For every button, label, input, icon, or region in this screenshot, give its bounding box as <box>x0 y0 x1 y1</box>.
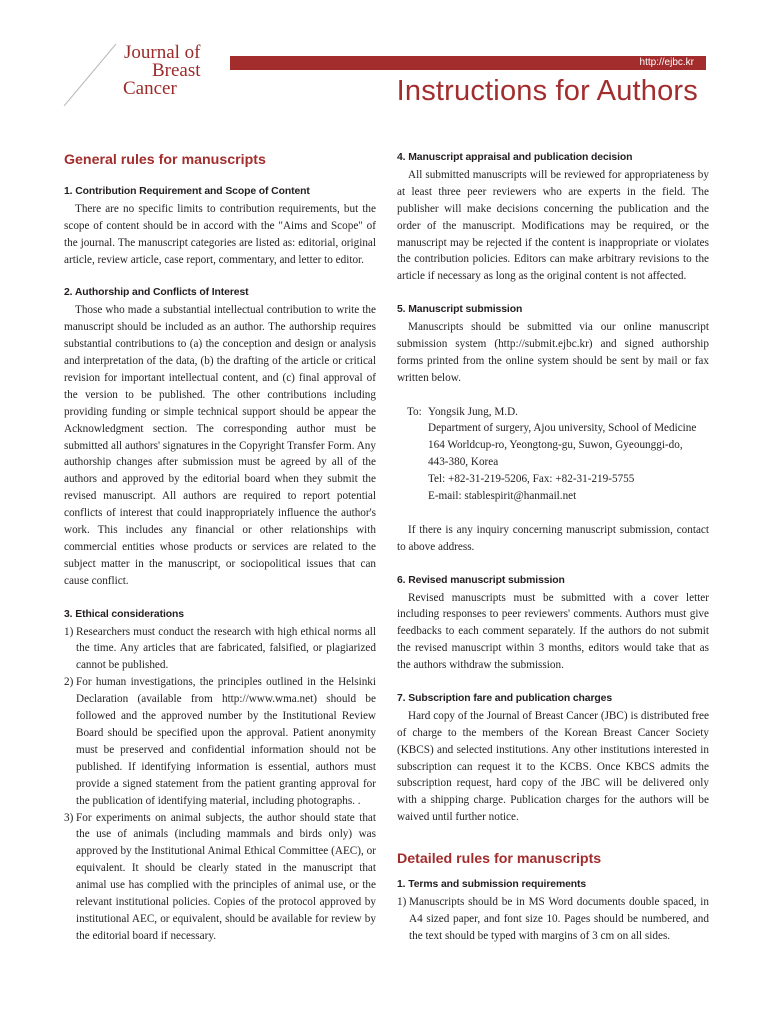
list-item-text: Researchers must conduct the research with high ethical norms all the time. Any articles that are fabricated, falsified, or plagiarized cannot be published. <box>76 625 376 672</box>
address-line: 164 Worldcup-ro, Yeongtong-gu, Suwon, Gyeounggi-do, <box>428 439 683 452</box>
section-2-title: 2. Authorship and Conflicts of Interest <box>64 287 249 299</box>
logo-line-1: Journal of <box>124 42 201 63</box>
address-name: Yongsik Jung, M.D. <box>428 405 518 418</box>
address-line: Department of surgery, Ajou university, School of Medicine <box>428 422 697 435</box>
page-title: Instructions for Authors <box>396 75 698 107</box>
section-5-inquiry: If there is any inquiry concerning manuscript submission, contact to above address. <box>397 523 709 553</box>
detailed-rules-heading: Detailed rules for manuscripts <box>397 851 602 868</box>
left-column <box>64 150 376 945</box>
section-4-title: 4. Manuscript appraisal and publication decision <box>397 152 633 163</box>
list-item <box>64 810 376 945</box>
section-4-paragraph: All submitted manuscripts will be reviewed for appropriateness by at least three peer reviewers who are experts in the field. The publisher will make decisions concerning the publication and the order of the manuscript. Modifications may be required, or the manuscript may be rejected if the content is inappropriate or violates the contribution policies. Editors can make arbitrary revisions to the article if necessary as long as the original content is not affected. <box>397 168 709 283</box>
section-2-paragraph: Those who made a substantial intellectual contribution to write the manuscript should be included as an author. The authorship requires substantial contributions to (a) the conception and design or analysis and interpretation of the data, (b) the drafting of the article or critical revision for important intellectual content, and (c) final approval of the version to be published. The other contributions including providing funding or simple technical support should be appear the Acknowledgment section. The corresponding author must be submitted all authors' signatures in the Copyright Transfer Form. Any authorship changes after submission must be agreed by all of the authors and approved by the editorial board when they submit the revised manuscript. All authors are required to report potential conflicts of interest that could inappropriately influence the author's work. This includes any financial or other relationships with commercial entities whose products or services are related to the subject matter in the manuscript, or sociopolitical issues that can cause conflict. <box>64 304 376 587</box>
general-rules-heading: General rules for manuscripts <box>64 152 266 168</box>
section-1-paragraph: There are no specific limits to contribution requirements, but the scope of content should be in accord with the "Aims and Scope" of the journal. The manuscript categories are listed as: editorial, original article, review article, case report, commentary, and letter to editor. <box>64 202 376 266</box>
list-item-number: 2) <box>64 676 74 689</box>
section-3-title: 3. Ethical considerations <box>64 608 184 620</box>
list-item-text: Manuscripts should be in MS Word documents double spaced, in A4 sized paper, and font size 10. Pages should be numbered, and the text should be typed with margins of 3 cm on all sides. <box>409 895 709 942</box>
address-line: 443-380, Korea <box>428 456 499 469</box>
list-item-text: For human investigations, the principles outlined in the Helsinki Declaration (available from http://www.wma.net) should be followed and the approved number by the Institutional Review Board should be specified upon the approval. Patient anonymity must be preserved and confidential information should not be published. If identifying information is essential, authors must provide a signed statement from the patient granting approval for the publication of identifying material, including photographs. . <box>76 676 376 807</box>
address-email[interactable]: E-mail: stablespirit@hanmail.net <box>428 490 577 503</box>
journal-logo <box>120 44 201 98</box>
logo-slash-decoration <box>60 40 120 110</box>
mailing-address <box>397 404 709 505</box>
section-6-paragraph: Revised manuscripts must be submitted with a cover letter including responses to peer reviewers' comments. Authors must give feedbacks to each comment separately. If the authors do not submit the revised manuscript within 3 months, editors would take that as the authors withdraw the submission. <box>397 591 709 672</box>
detail-section-1-title: 1. Terms and submission requirements <box>397 879 587 891</box>
list-item <box>397 894 709 945</box>
list-item-number: 1) <box>64 625 74 638</box>
section-7-paragraph: Hard copy of the Journal of Breast Cancer (JBC) is distributed free of charge to the members of the Korean Breast Cancer Society (KBCS) and selected institutions. Any other institutions interested in subscription can request it to the KCBS. Once KBCS admits the subscription request, hard copy of the JBC will be delivered only with a shipping charge. Publication charges for the authors will be waived until further notice. <box>397 709 709 824</box>
list-item-number: 3) <box>64 811 74 824</box>
logo-line-3: Cancer <box>123 78 177 99</box>
header-bar <box>230 56 706 70</box>
list-item <box>64 624 376 675</box>
logo-line-2: Breast <box>152 60 201 81</box>
right-column <box>397 150 709 945</box>
list-item <box>64 674 376 809</box>
section-6-title: 6. Revised manuscript submission <box>397 574 565 586</box>
list-item-text: For experiments on animal subjects, the author should state that the use of animals (including mammals and birds only) was approved by the Institutional Animal Ethical Committee (AEC), or equivalent. It should be clearly stated in the manuscript that animal use has complied with the principles of animal use, or the relevant institutional policies. Copies of the protocol approved by institutional AEC, or equivalent, should be available for review by the editorial board if necessary. <box>76 811 376 942</box>
section-7-title: 7. Subscription fare and publication charges <box>397 692 613 704</box>
section-5-paragraph: Manuscripts should be submitted via our online manuscript submission system (http://submit.ejbc.kr) and signed authorship forms printed from the online system should be sent by mail or fax written below. <box>397 321 709 384</box>
section-5-title: 5. Manuscript submission <box>397 304 523 316</box>
page-header <box>0 0 770 120</box>
journal-url[interactable]: http://ejbc.kr <box>639 57 694 68</box>
list-item-number: 1) <box>397 895 407 908</box>
address-label: To: <box>407 405 422 418</box>
section-1-title: 1. Contribution Requirement and Scope of Content <box>64 186 310 197</box>
address-phone: Tel: +82-31-219-5206, Fax: +82-31-219-5755 <box>428 473 635 486</box>
